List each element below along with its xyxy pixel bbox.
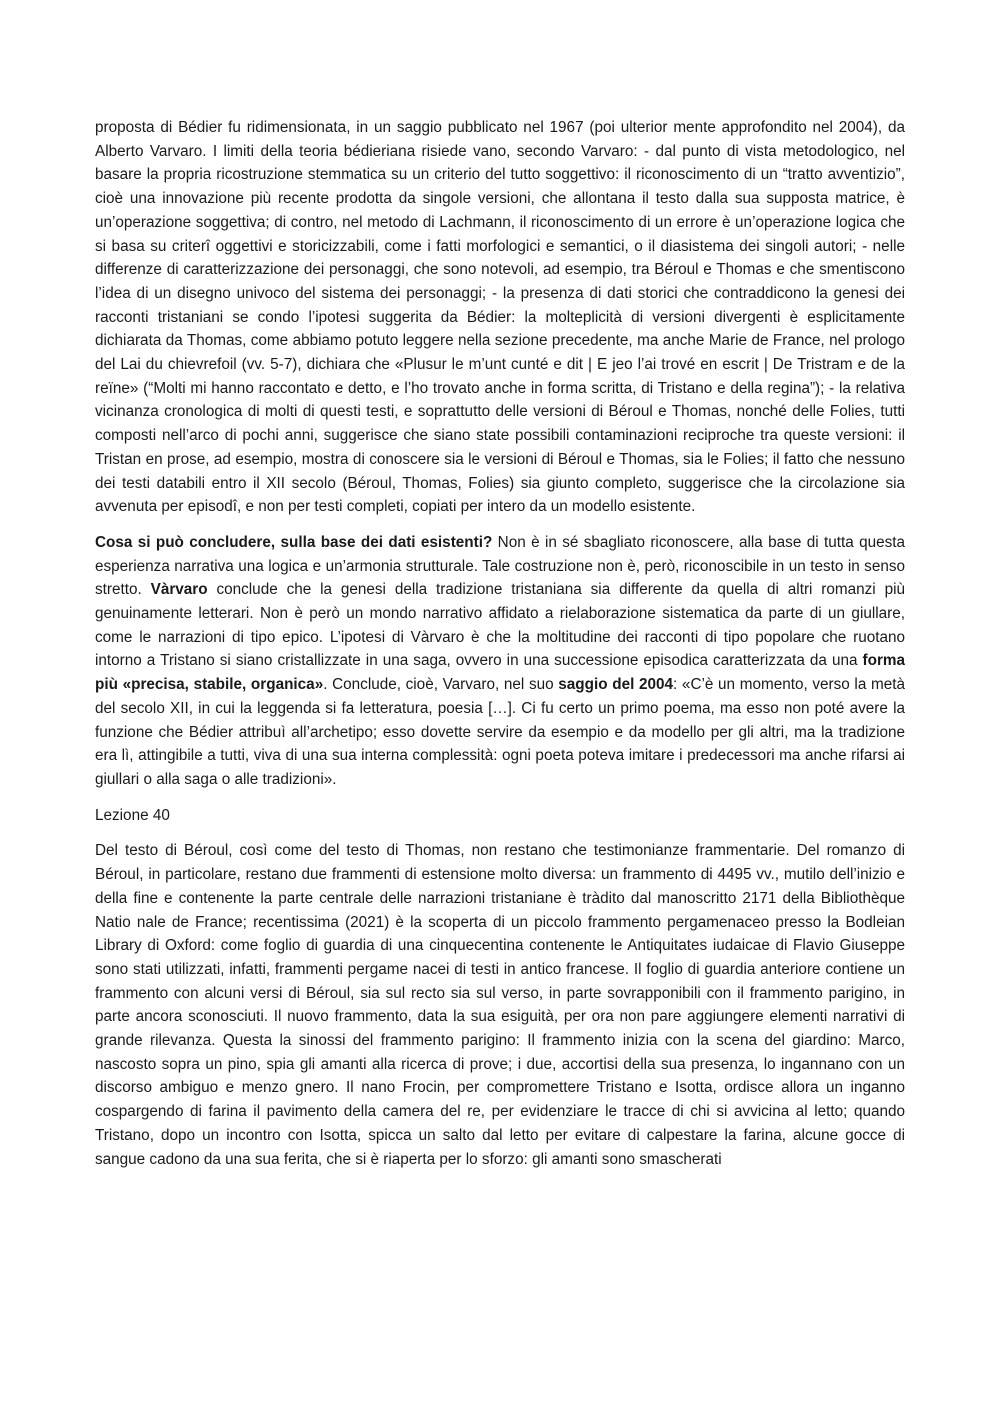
paragraph-text: proposta di Bédier fu ridimensionata, in un saggio pubblicato nel 1967 (poi ulterior mente approfondito nel 2004), da Alberto Varvaro. I limiti della teoria bédieriana risiede vano, secondo Varvaro: - dal punto di vista metodologico, nel basare la propria ricostruzione stemmatica su un criterio del tutto soggettivo: il riconoscimento di un “tratto avventizio”, cioè una innovazione più recente prodotta da singole versioni, che allontana il testo dalla sua supposta matrice, è un’operazione soggettiva; di contro, nel metodo di Lachmann, il riconoscimento di un errore è un’operazione logica che si basa su criterî oggettivi e storicizzabili, come i fatti morfologici e semantici, o il diasistema dei singoli autori; - nelle differenze di caratterizzazione dei personaggi, che sono notevoli, ad esempio, tra Béroul e Thomas e che smentiscono l’idea di un disegno univoco del sistema dei personaggi; - la presenza di dati storici che contraddicono la genesi dei racconti tristaniani se condo l’ipotesi suggerita da Bédier: la molteplicità di versioni divergenti è esplicitamente dichiarata da Thomas, come abbiamo potuto leggere nella sezione precedente, ma anche Marie de France, nel prologo del Lai du chievrefoil (vv. 5-7), dichiara che «Plusur le m’unt cunté e dit | E jeo l’ai trové en escrit | De Tristram e de la reïne» (“Molti mi hanno raccontato e detto, e l’ho trovato anche in forma scritta, di Tristano e della regina”); - la relativa vicinanza cronologica di molti di questi testi, e soprattutto delle versioni di Béroul e Thomas, nonché delle Folies, tutti composti nell’arco di pochi anni, suggerisce che siano state possibili contaminazioni reciproche tra queste versioni: il Tristan en prose, ad esempio, mostra di conoscere sia le versioni di Béroul e Thomas, sia le Folies; il fatto che nessuno dei testi databili entro il XII secolo (Béroul, Thomas, Folies) sia giunto completo, suggerisce che la circolazione sia avvenuta per episodî, e non per testi completi, copiati per intero da un modello esistente. — [95, 119, 905, 516]
paragraph-text: : «C’è un momento, verso la metà del secolo XII, in cui la leggenda si fa letteratura, poesia […]. Ci fu certo un primo poema, ma esso non poté avere la funzione che Bédier attribuì all’archetipo; esso dovette servire da esempio e da modello per gli altri, ma la tradizione era lì, attingibile a tutti, viva di una sua interna complessità: ogni poeta poteva imitare i predecessori ma anche rifarsi ai giullari o alla saga o alle tradizioni». — [95, 676, 905, 788]
document-page — [95, 116, 905, 1183]
paragraph-conclusion — [95, 531, 905, 792]
bold-quote: forma più «precisa, stabile, organica» — [95, 652, 905, 694]
bold-question: Cosa si può concludere, sulla base dei dati esistenti? — [95, 533, 493, 551]
bold-author-name: Vàrvaro — [150, 581, 208, 599]
paragraph-text: Non è in sé sbagliato riconoscere, alla base di tutta questa esperienza narrativa una logica e un’armonia strutturale. Tale costruzione non è, però, riconoscibile in un testo in senso stretto. — [95, 533, 905, 599]
paragraph-beroul-fragments — [95, 839, 905, 1171]
bold-essay-reference: saggio del 2004 — [558, 676, 674, 694]
lesson-heading: Lezione 40 — [95, 806, 170, 824]
paragraph-text: conclude che la genesi della tradizione tristaniana sia differente da quella di altri romanzi più genuinamente letterari. Non è però un mondo narrativo affidato a rielaborazione sistematica da parte di un giullare, come le narrazioni di tipo epico. L’ipotesi di Vàrvaro è che la moltitudine dei racconti di tipo popolare che ruotano intorno a Tristano si siano cristallizzate in una saga, ovvero in una successione episodica caratterizzata da una — [95, 581, 905, 670]
paragraph-text: Del testo di Béroul, così come del testo di Thomas, non restano che testimonianze frammentarie. Del romanzo di Béroul, in particolare, restano due frammenti di estensione molto diversa: un frammento di 4495 vv., mutilo dell’inizio e della fine e contenente la parte centrale delle narrazioni tristaniane è tràdito dal manoscritto 2171 della Bibliothèque Natio nale de France; recentissima (2021) è la scoperta di un piccolo frammento pergamenaceo presso la Bodleian Library di Oxford: come foglio di guardia di una cinquecentina contenente le Antiquitates iudaicae di Flavio Giuseppe sono stati utilizzati, infatti, frammenti pergame nacei di testi in antico francese. Il foglio di guardia anteriore contiene un frammento con alcuni versi di Béroul, sia sul recto sia sul verso, in parte sovrapponibili con il frammento parigino, in parte ancora sconosciuti. Il nuovo frammento, data la sua esiguità, per ora non pare aggiungere elementi narrativi di grande rilevanza. Questa la sinossi del frammento parigino: Il frammento inizia con la scena del giardino: Marco, nascosto sopra un pino, spia gli amanti alla ricerca di prove; i due, accortisi della sua presenza, lo ingannano con un discorso ambiguo e menzo gnero. Il nano Frocin, per compromettere Tristano e Isotta, ordisce allora un inganno cospargendo di farina il pavimento della camera del re, per evidenziare le tracce di chi si avvicina al letto; quando Tristano, dopo un incontro con Isotta, spicca un salto dal letto per evitare di calpestare la farina, alcune gocce di sangue cadono da una sua ferita, che si è riaperta per lo sforzo: gli amanti sono smascherati — [95, 842, 905, 1168]
paragraph-varvaro-critique — [95, 116, 905, 519]
paragraph-text: . Conclude, cioè, Varvaro, nel suo — [323, 676, 559, 694]
